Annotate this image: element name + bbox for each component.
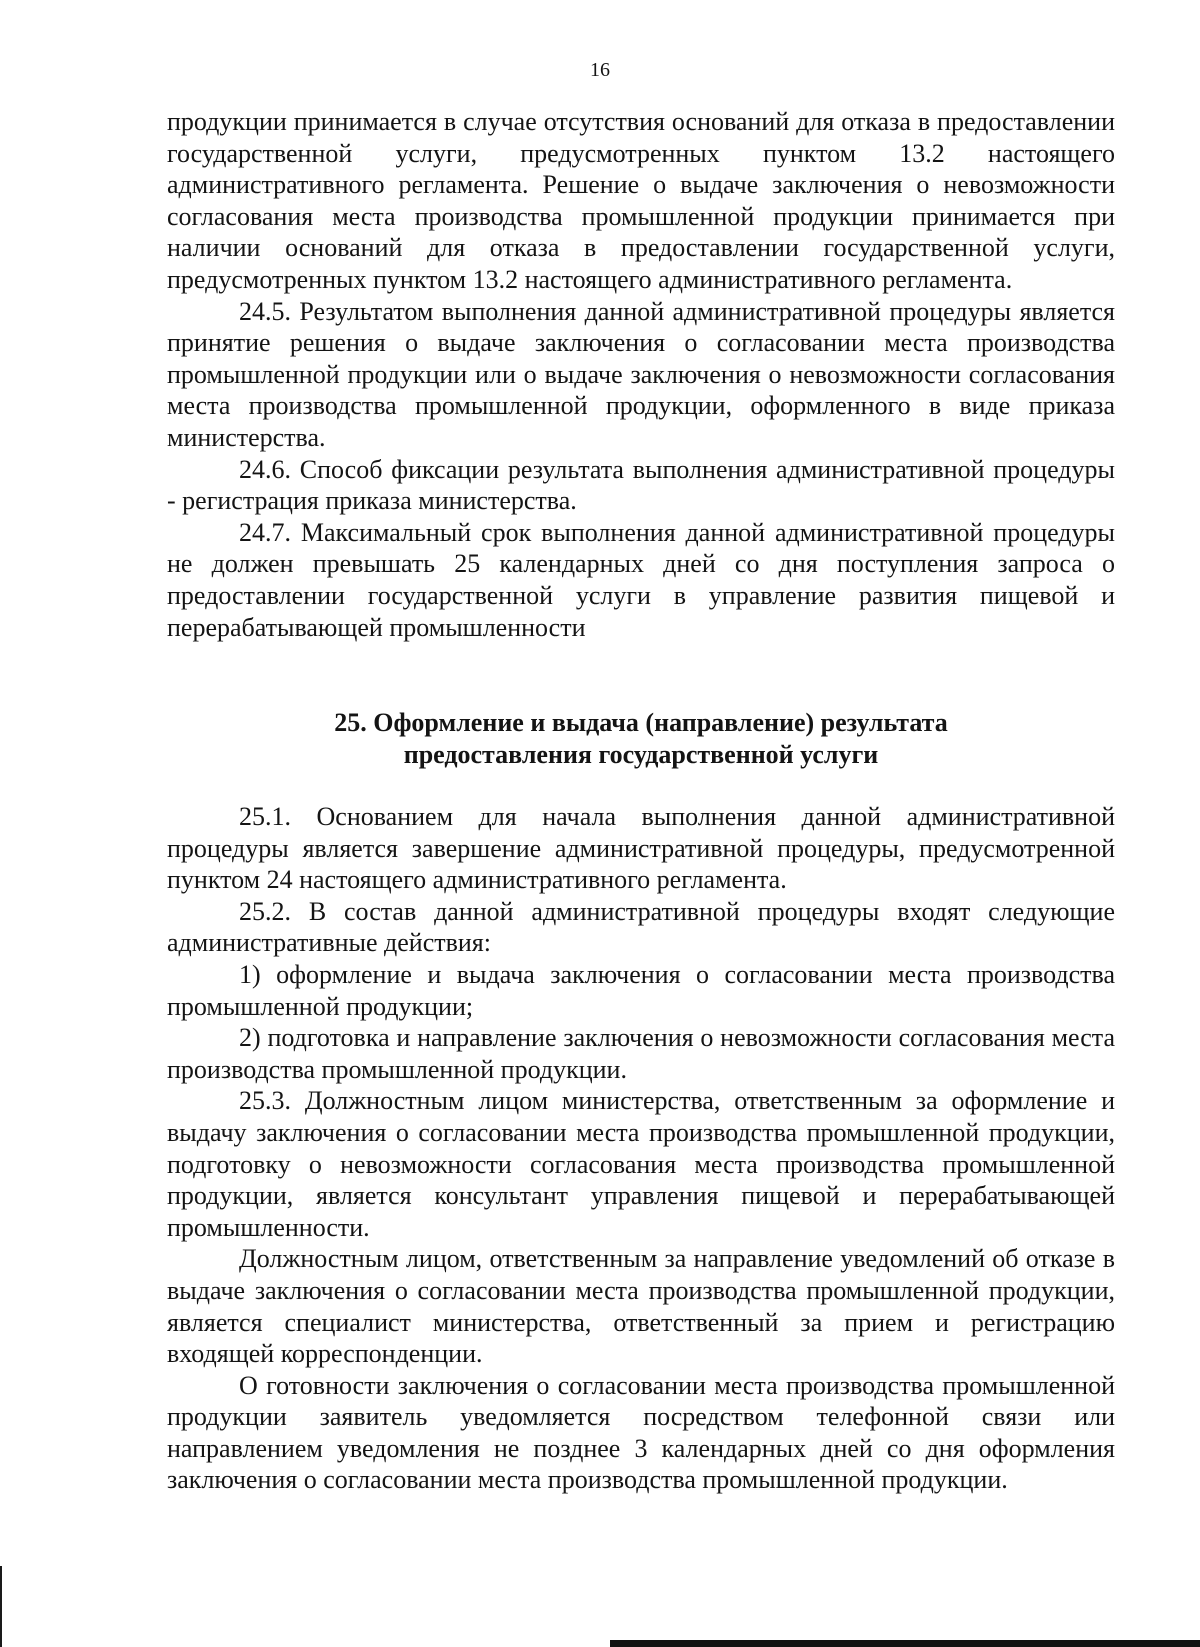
scan-edge-bottom (610, 1640, 1200, 1647)
paragraph-notification-responsible: Должностным лицом, ответственным за направление уведомлений об отказе в выдаче заключения о согласовании места производства промышленной продукции, является специалист министерства, ответственный за прием и регистрацию входящей корреспонденции. (167, 1244, 1115, 1369)
paragraph-25-3: 25.3. Должностным лицом министерства, ответственным за оформление и выдачу заключения о согласовании места производства промышленной продукции, подготовку о невозможности согласования места производства промышленной продукции, является консультант управления пищевой и перерабатывающей промышленности. (167, 1086, 1115, 1242)
section-heading (167, 707, 1115, 770)
paragraph-25-1: 25.1. Основанием для начала выполнения данной административной процедуры является завершение административной процедуры, предусмотренной пунктом 24 настоящего административного регламента. (167, 802, 1115, 895)
section-heading-line-1: 25. Оформление и выдача (направление) результата (334, 708, 948, 737)
paragraph-24-6: 24.6. Способ фиксации результата выполнения административной процедуры - регистрация приказа министерства. (167, 454, 1115, 516)
page-number: 16 (590, 59, 610, 81)
paragraph-24-7: 24.7. Максимальный срок выполнения данной административной процедуры не должен превышать 25 календарных дней со дня поступления запроса о предоставлении государственной услуги в управление развития пищевой и перерабатывающей промышленности (167, 517, 1115, 642)
paragraph-24-5: 24.5. Результатом выполнения данной административной процедуры является принятие решения о выдаче заключения о согласовании места производства промышленной продукции или о выдаче заключения о невозможности согласования места производства промышленной продукции, оформленного в виде приказа министерства. (167, 296, 1115, 452)
body-text-bottom (167, 801, 1115, 1496)
section-heading-line-2: предоставления государственной услуги (403, 739, 879, 769)
list-item-2: 2) подготовка и направление заключения о невозможности согласования места производства промышленной продукции. (167, 1023, 1115, 1084)
scan-edge-left (0, 1566, 2, 1647)
body-text-top (167, 106, 1115, 643)
paragraph-readiness-notice: О готовности заключения о согласовании места производства промышленной продукции заявитель уведомляется посредством телефонной связи или направлением уведомления не позднее 3 календарных дней со дня оформления заключения о согласовании места производства промышленной продукции. (167, 1370, 1115, 1495)
paragraph-continuation: продукции принимается в случае отсутствия оснований для отказа в предоставлении государственной услуги, предусмотренных пунктом 13.2 настоящего административного регламента. Решение о выдаче заключения о невозможности согласования места производства промышленной продукции принимается при наличии оснований для отказа в предоставлении государственной услуги, предусмотренных пунктом 13.2 настоящего административного регламента. (167, 107, 1115, 294)
paragraph-25-2: 25.2. В состав данной административной процедуры входят следующие административные действия: (167, 896, 1115, 958)
list-item-1: 1) оформление и выдача заключения о согласовании места производства промышленной продукции; (167, 959, 1115, 1021)
